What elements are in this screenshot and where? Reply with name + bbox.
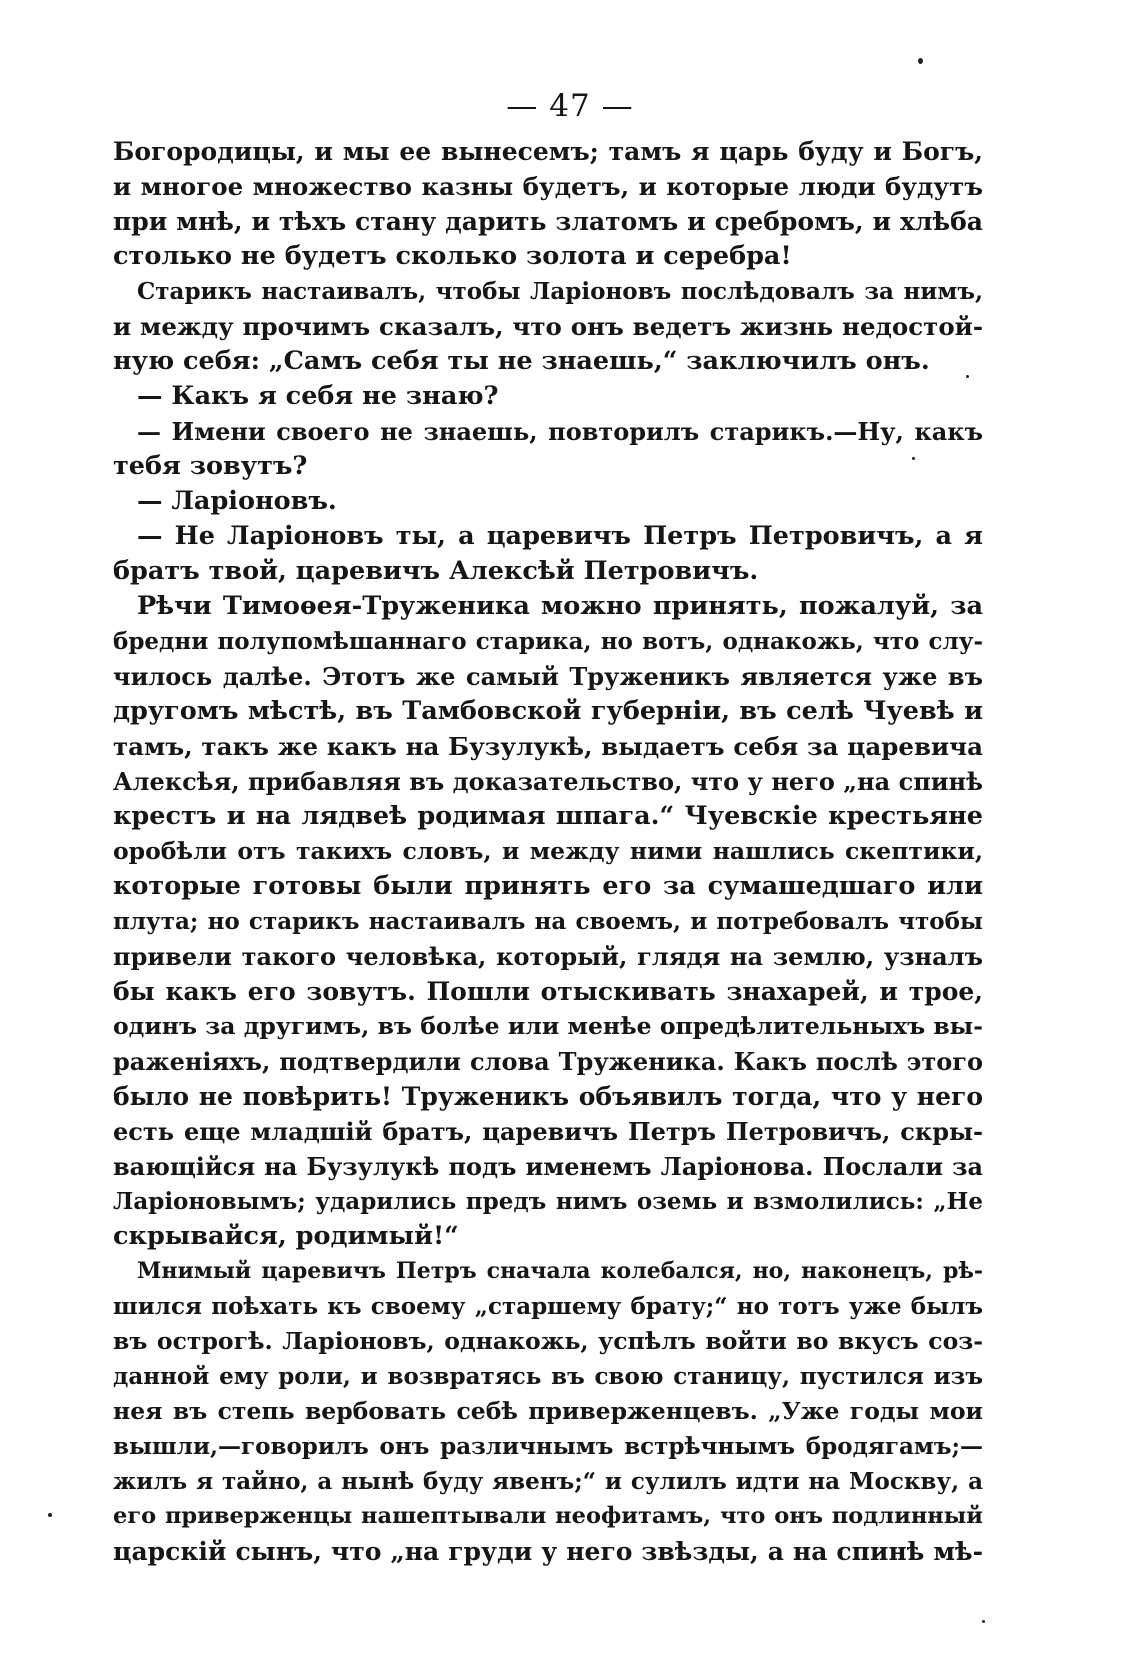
scan-speck [48,1513,52,1517]
text-line: другомъ мѣстѣ, въ Тамбовской губерніи, въ селѣ Чуевѣ и [113,696,983,726]
text-line: плута; но старикъ настаивалъ на своемъ, и потребовалъ чтобы [113,908,983,935]
text-line: тамъ, такъ же какъ на Бузулукѣ, выдаетъ себя за царевича [113,732,983,761]
text-line: было не повѣрить! Труженикъ объявилъ тогда, что у него [113,1082,983,1111]
scan-speck [912,457,915,460]
text-line: вышли,—говорилъ онъ различнымъ встрѣчнымъ бродягамъ;— [113,1433,983,1460]
text-line: столько не будетъ сколько золота и серебра! [113,241,792,271]
text-line: при мнѣ, и тѣхъ стану дарить златомъ и сребромъ, и хлѣба [113,207,983,236]
text-line: скрывайся, родимый!“ [113,1221,459,1251]
text-line: — Ларіоновъ. [137,486,337,516]
text-line: есть еще младшій братъ, царевичъ Петръ Петровичъ, скры- [113,1117,983,1146]
text-line: Мнимый царевичъ Петръ сначала колебался, но, наконецъ, рѣ- [137,1258,983,1284]
text-line: Алексѣя, прибавляя въ доказательство, что у него „на спинѣ [113,767,983,796]
scan-speck [982,1620,985,1623]
text-line: жилъ я тайно, а нынѣ буду явенъ;“ и сулилъ идти на Москву, а [113,1468,983,1495]
text-line: его приверженцы нашептывали неофитамъ, что онъ подлинный [113,1503,983,1529]
text-line: вающійся на Бузулукѣ подъ именемъ Ларіонова. Послали за [113,1152,983,1181]
text-line: привели такого человѣка, который, глядя на землю, узналъ [113,942,983,971]
text-line: въ острогѣ. Ларіоновъ, однакожь, успѣлъ войти во вкусъ соз- [113,1327,983,1355]
scan-speck [918,58,923,64]
text-line: одинъ за другимъ, въ болѣе или менѣе опредѣлительныхъ вы- [113,1012,983,1040]
text-line: тебя зовутъ? [113,451,308,481]
text-line: — Какъ я себя не знаю? [137,381,499,411]
text-line: Старикъ настаивалъ, чтобы Ларіоновъ послѣдовалъ за нимъ, [137,278,983,305]
text-line: — Имени своего не знаешь, повторилъ старикъ.—Ну, какъ [137,417,983,446]
text-line: ную себя: „Самъ себя ты не знаешь,“ заключилъ онъ. [113,346,930,376]
text-line: Богородицы, и мы ее вынесемъ; тамъ я царь буду и Богъ, [113,137,983,166]
text-line: чилось далѣе. Этотъ же самый Труженикъ является уже въ [113,662,983,691]
scan-speck [966,375,969,378]
text-line: и многое множество казны будетъ, и которые люди будутъ [113,172,983,201]
text-line: Рѣчи Тимоѳея-Труженика можно принять, пожалуй, за [137,591,983,621]
text-line: оробѣли отъ такихъ словъ, и между ними нашлись скептики, [113,837,983,865]
text-line: бы какъ его зовутъ. Пошли отыскивать знахарей, и трое, [113,977,983,1006]
text-line: бредни полупомѣшаннаго старика, но вотъ, однакожь, что слу- [113,628,983,655]
text-line: братъ твой, царевичъ Алексѣй Петровичъ. [113,556,759,586]
body-text [113,134,983,1569]
page-number: — 47 — [506,88,634,124]
text-line: нея въ степь вербовать себѣ приверженцевъ. „Уже годы мои [113,1397,983,1425]
text-line: раженіяхъ, подтвердили слова Труженика. Какъ послѣ этого [113,1047,983,1076]
text-line: шился поѣхать къ своему „старшему брату;“ но тотъ уже былъ [113,1293,983,1320]
text-line: Ларіоновымъ; ударились предъ нимъ оземь и взмолились: „Не [113,1188,983,1215]
text-line: — Не Ларіоновъ ты, а царевичъ Петръ Петровичъ, а я [137,521,983,551]
text-line: данной ему роли, и возвратясь въ свою станицу, пустился изъ [113,1363,983,1390]
text-line: и между прочимъ сказалъ, что онъ ведетъ жизнь недостой- [113,312,983,341]
text-line: которые готовы были принять его за сумашедшаго или [113,871,983,901]
text-line: крестъ и на лядвеѣ родимая шпага.“ Чуевскіе крестьяне [113,801,983,831]
text-line: царскій сынъ, что „на груди у него звѣзды, а на спинѣ мѣ- [113,1537,983,1566]
